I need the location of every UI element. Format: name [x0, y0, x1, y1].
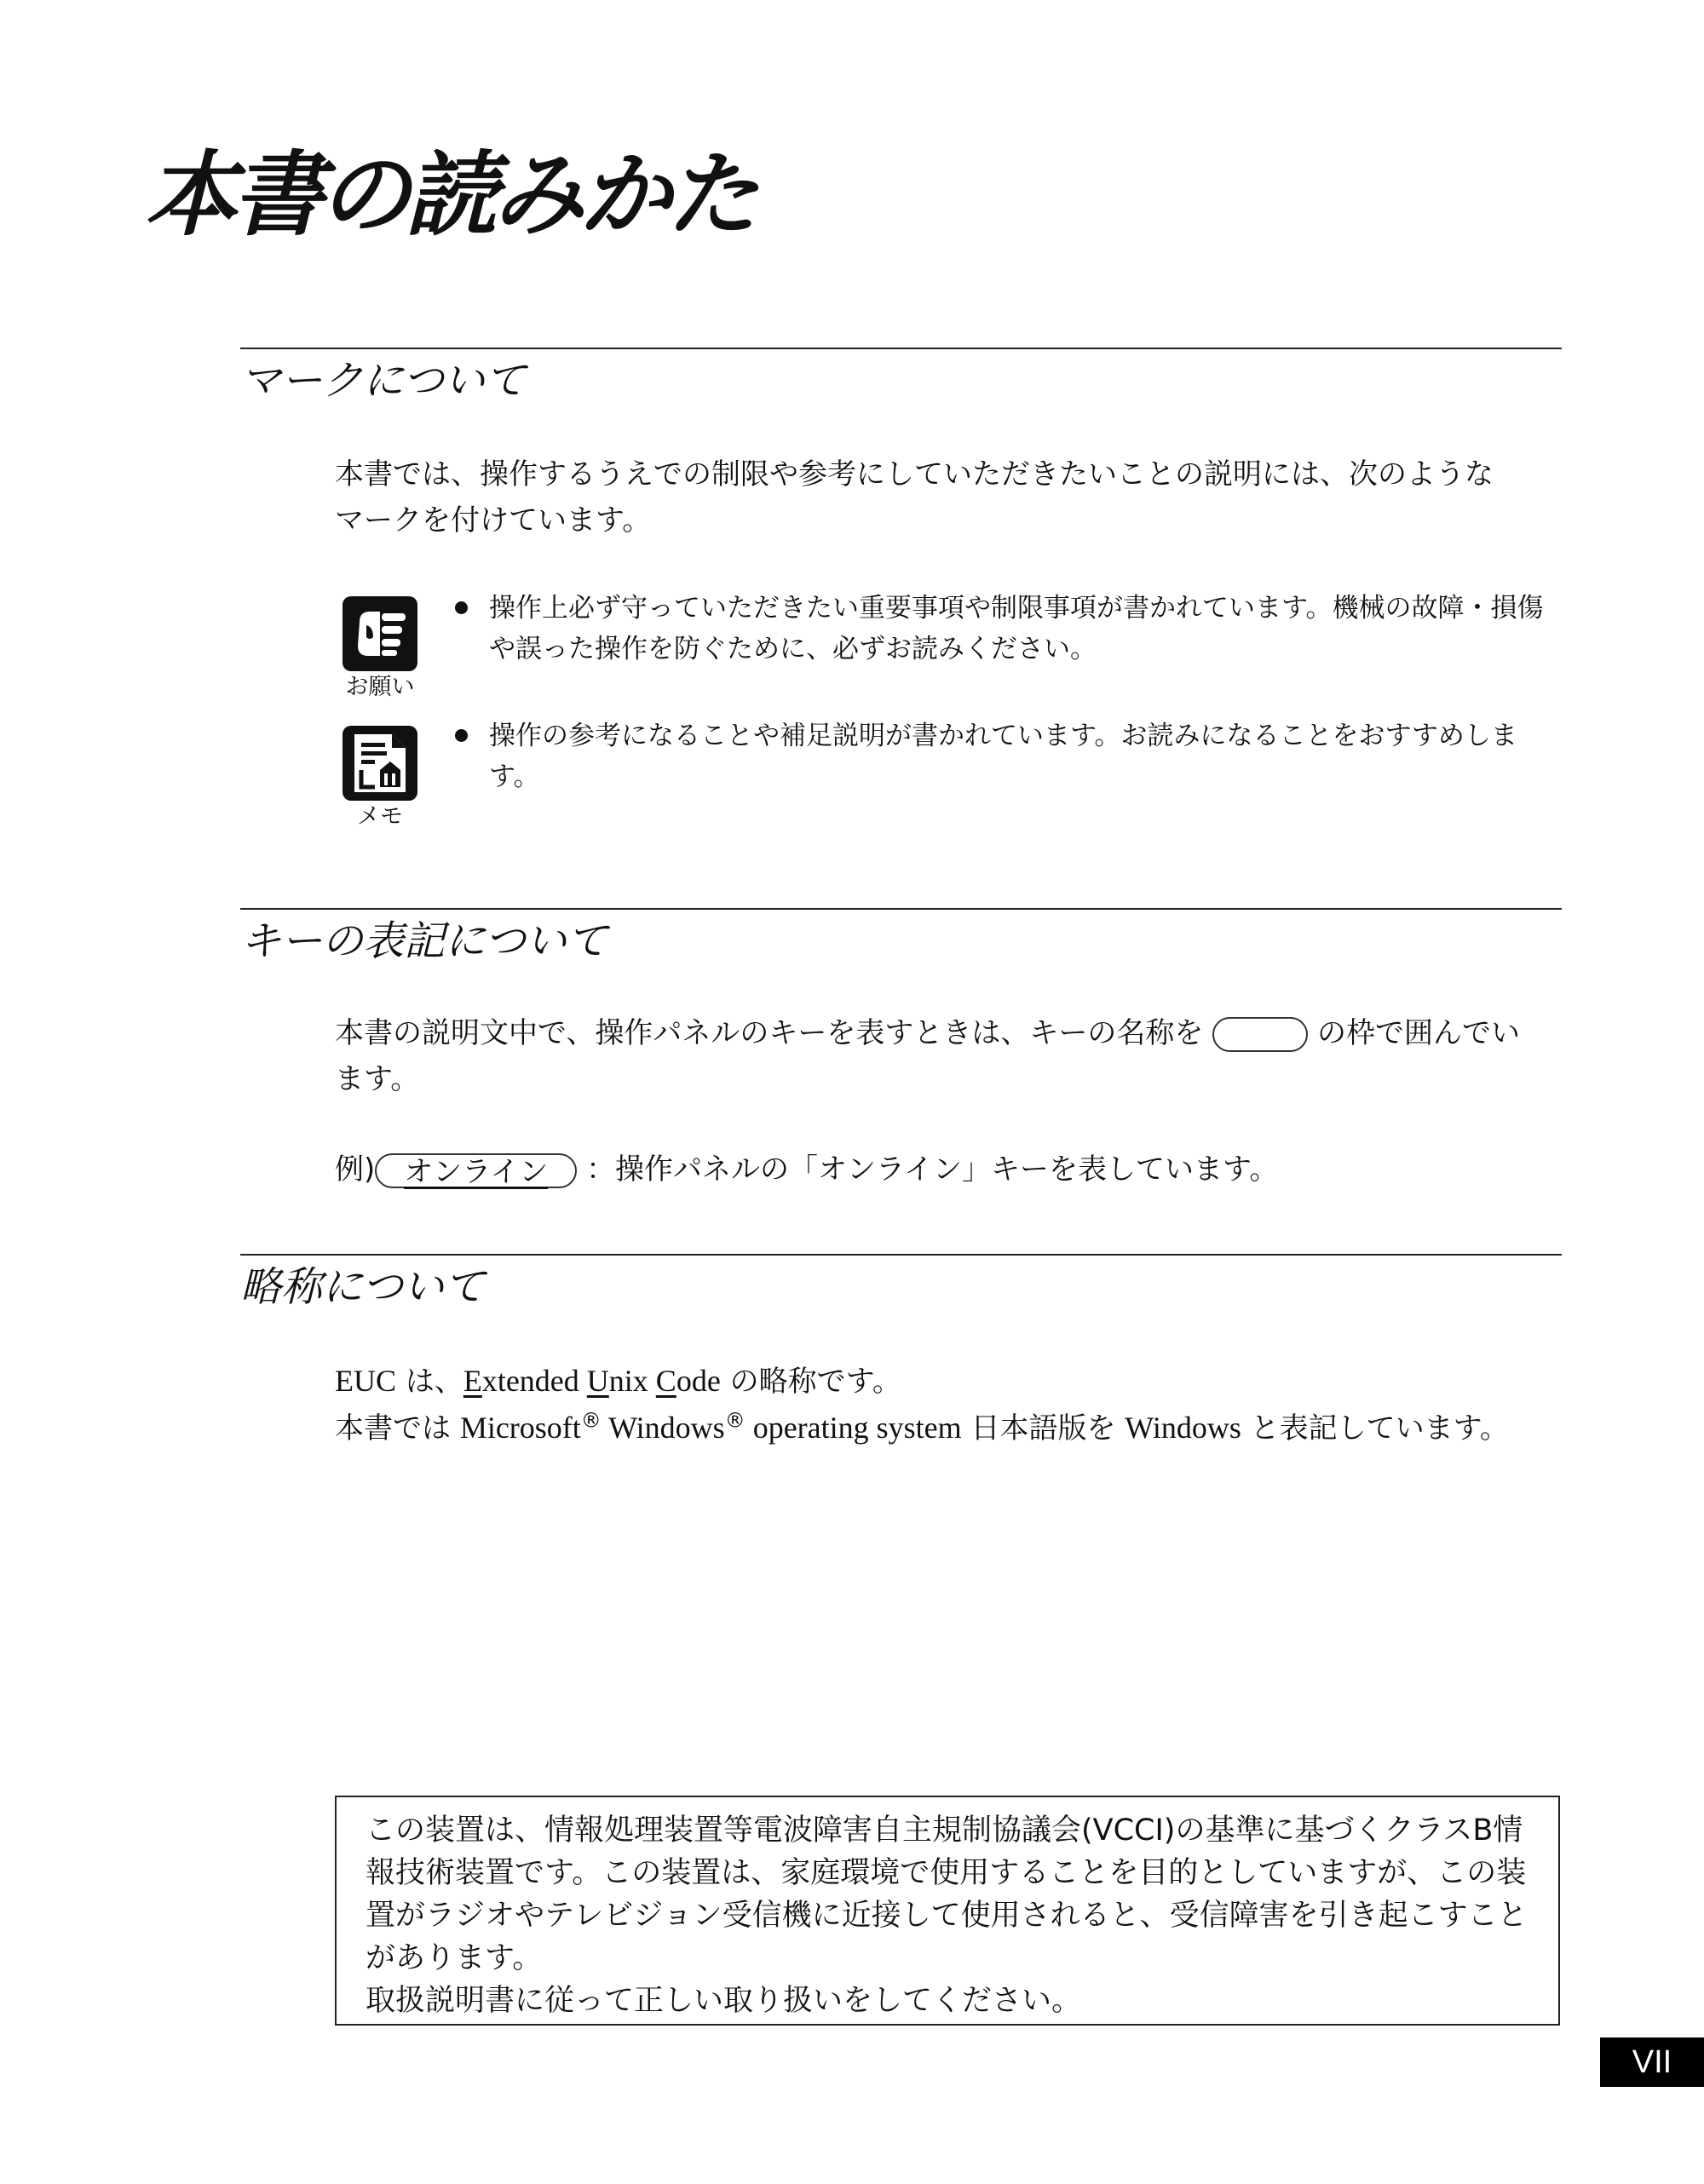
page-number: VII [1600, 2037, 1704, 2087]
online-key-label: オンライン [404, 1155, 549, 1189]
keys-intro-before: 本書の説明文中で、操作パネルのキーを表すときは、キーの名称を [335, 1016, 1204, 1050]
marks-intro-line1: 本書では、操作するうえでの制限や参考にしていただきたいことの説明には、次のような [335, 457, 1494, 491]
section-divider [240, 908, 1562, 910]
keys-intro-after: の枠で囲んでい [1316, 1016, 1520, 1050]
abbr-text: の略称です。 [729, 1365, 901, 1399]
keys-intro-line2: ます。 [335, 1062, 420, 1096]
online-key [375, 1153, 577, 1188]
abbrev-line-euc [335, 1358, 1562, 1405]
abbr-word-code: ode [676, 1364, 721, 1398]
abbr-letter-c: C [655, 1364, 676, 1398]
request-hand-icon [343, 596, 417, 671]
memo-mark [337, 726, 423, 831]
memo-description: 操作の参考になることや補足説明が書かれています。お読みになることをおすすめします。 [489, 721, 1517, 792]
abbr-windows: Windows [601, 1411, 725, 1445]
section-divider [240, 1254, 1562, 1256]
section-heading-keys: キーの表記について [240, 917, 608, 965]
example-prefix: 例) [335, 1152, 376, 1187]
key-frame-sample [1212, 1017, 1308, 1052]
abbr-letter-e: E [463, 1364, 482, 1398]
abbr-microsoft: Microsoft [459, 1411, 581, 1445]
abbrev-line-windows [335, 1405, 1562, 1451]
abbr-word-unix: nix [608, 1364, 656, 1398]
abbr-word-extended: xtended [481, 1364, 587, 1398]
abbr-text: 日本語版を [970, 1411, 1116, 1445]
keys-intro-line1 [335, 1010, 1562, 1056]
request-caption: お願い [345, 674, 415, 700]
abbr-operating-system: operating system [745, 1411, 962, 1445]
list-item [455, 716, 1563, 797]
example-description: ：操作パネルの「オンライン」キーを表しています。 [586, 1152, 1279, 1187]
request-description: 操作上必ず守っていただきたい重要事項や制限事項が書かれています。機械の故障・損傷 や誤った操作を防ぐために、必ずお読みください。 [489, 593, 1544, 664]
marks-intro-line2: マークを付けています。 [335, 503, 652, 537]
abbr-euc: EUC [335, 1364, 396, 1398]
memo-caption: メモ [357, 803, 403, 830]
registered-mark: ® [724, 1408, 746, 1433]
abbreviations-body [335, 1358, 1562, 1451]
keys-example [335, 1147, 1562, 1193]
abbr-windows-short: Windows [1125, 1411, 1241, 1445]
abbr-text: と表記しています。 [1250, 1411, 1509, 1445]
section-divider [240, 348, 1562, 349]
list-item [455, 588, 1563, 670]
abbr-text: 本書では [335, 1411, 451, 1445]
abbr-text: は、 [405, 1365, 463, 1399]
page-title: 本書の読みかた [145, 142, 754, 249]
abbr-letter-u: U [586, 1364, 609, 1398]
request-mark [337, 596, 423, 702]
bullet-icon [455, 601, 468, 614]
marks-intro [335, 451, 1562, 543]
section-heading-abbreviations: 略称について [240, 1263, 486, 1311]
registered-mark: ® [580, 1408, 602, 1433]
keys-intro [335, 1010, 1562, 1102]
memo-icon [343, 726, 417, 801]
vcci-notice: この装置は、情報処理装置等電波障害自主規制協議会(VCCI)の基準に基づくクラスB情 報技術装置です。この装置は、家庭環境で使用することを目的としていますが、この装 置がラジオやテレビジョン受信機に近接して使用されると、受信障害を引き起こすこと があります。 取扱説明書に従って正しい取り扱いをしてください。 [335, 1796, 1560, 2026]
bullet-icon [455, 729, 468, 742]
section-heading-marks: マークについて [240, 357, 527, 405]
